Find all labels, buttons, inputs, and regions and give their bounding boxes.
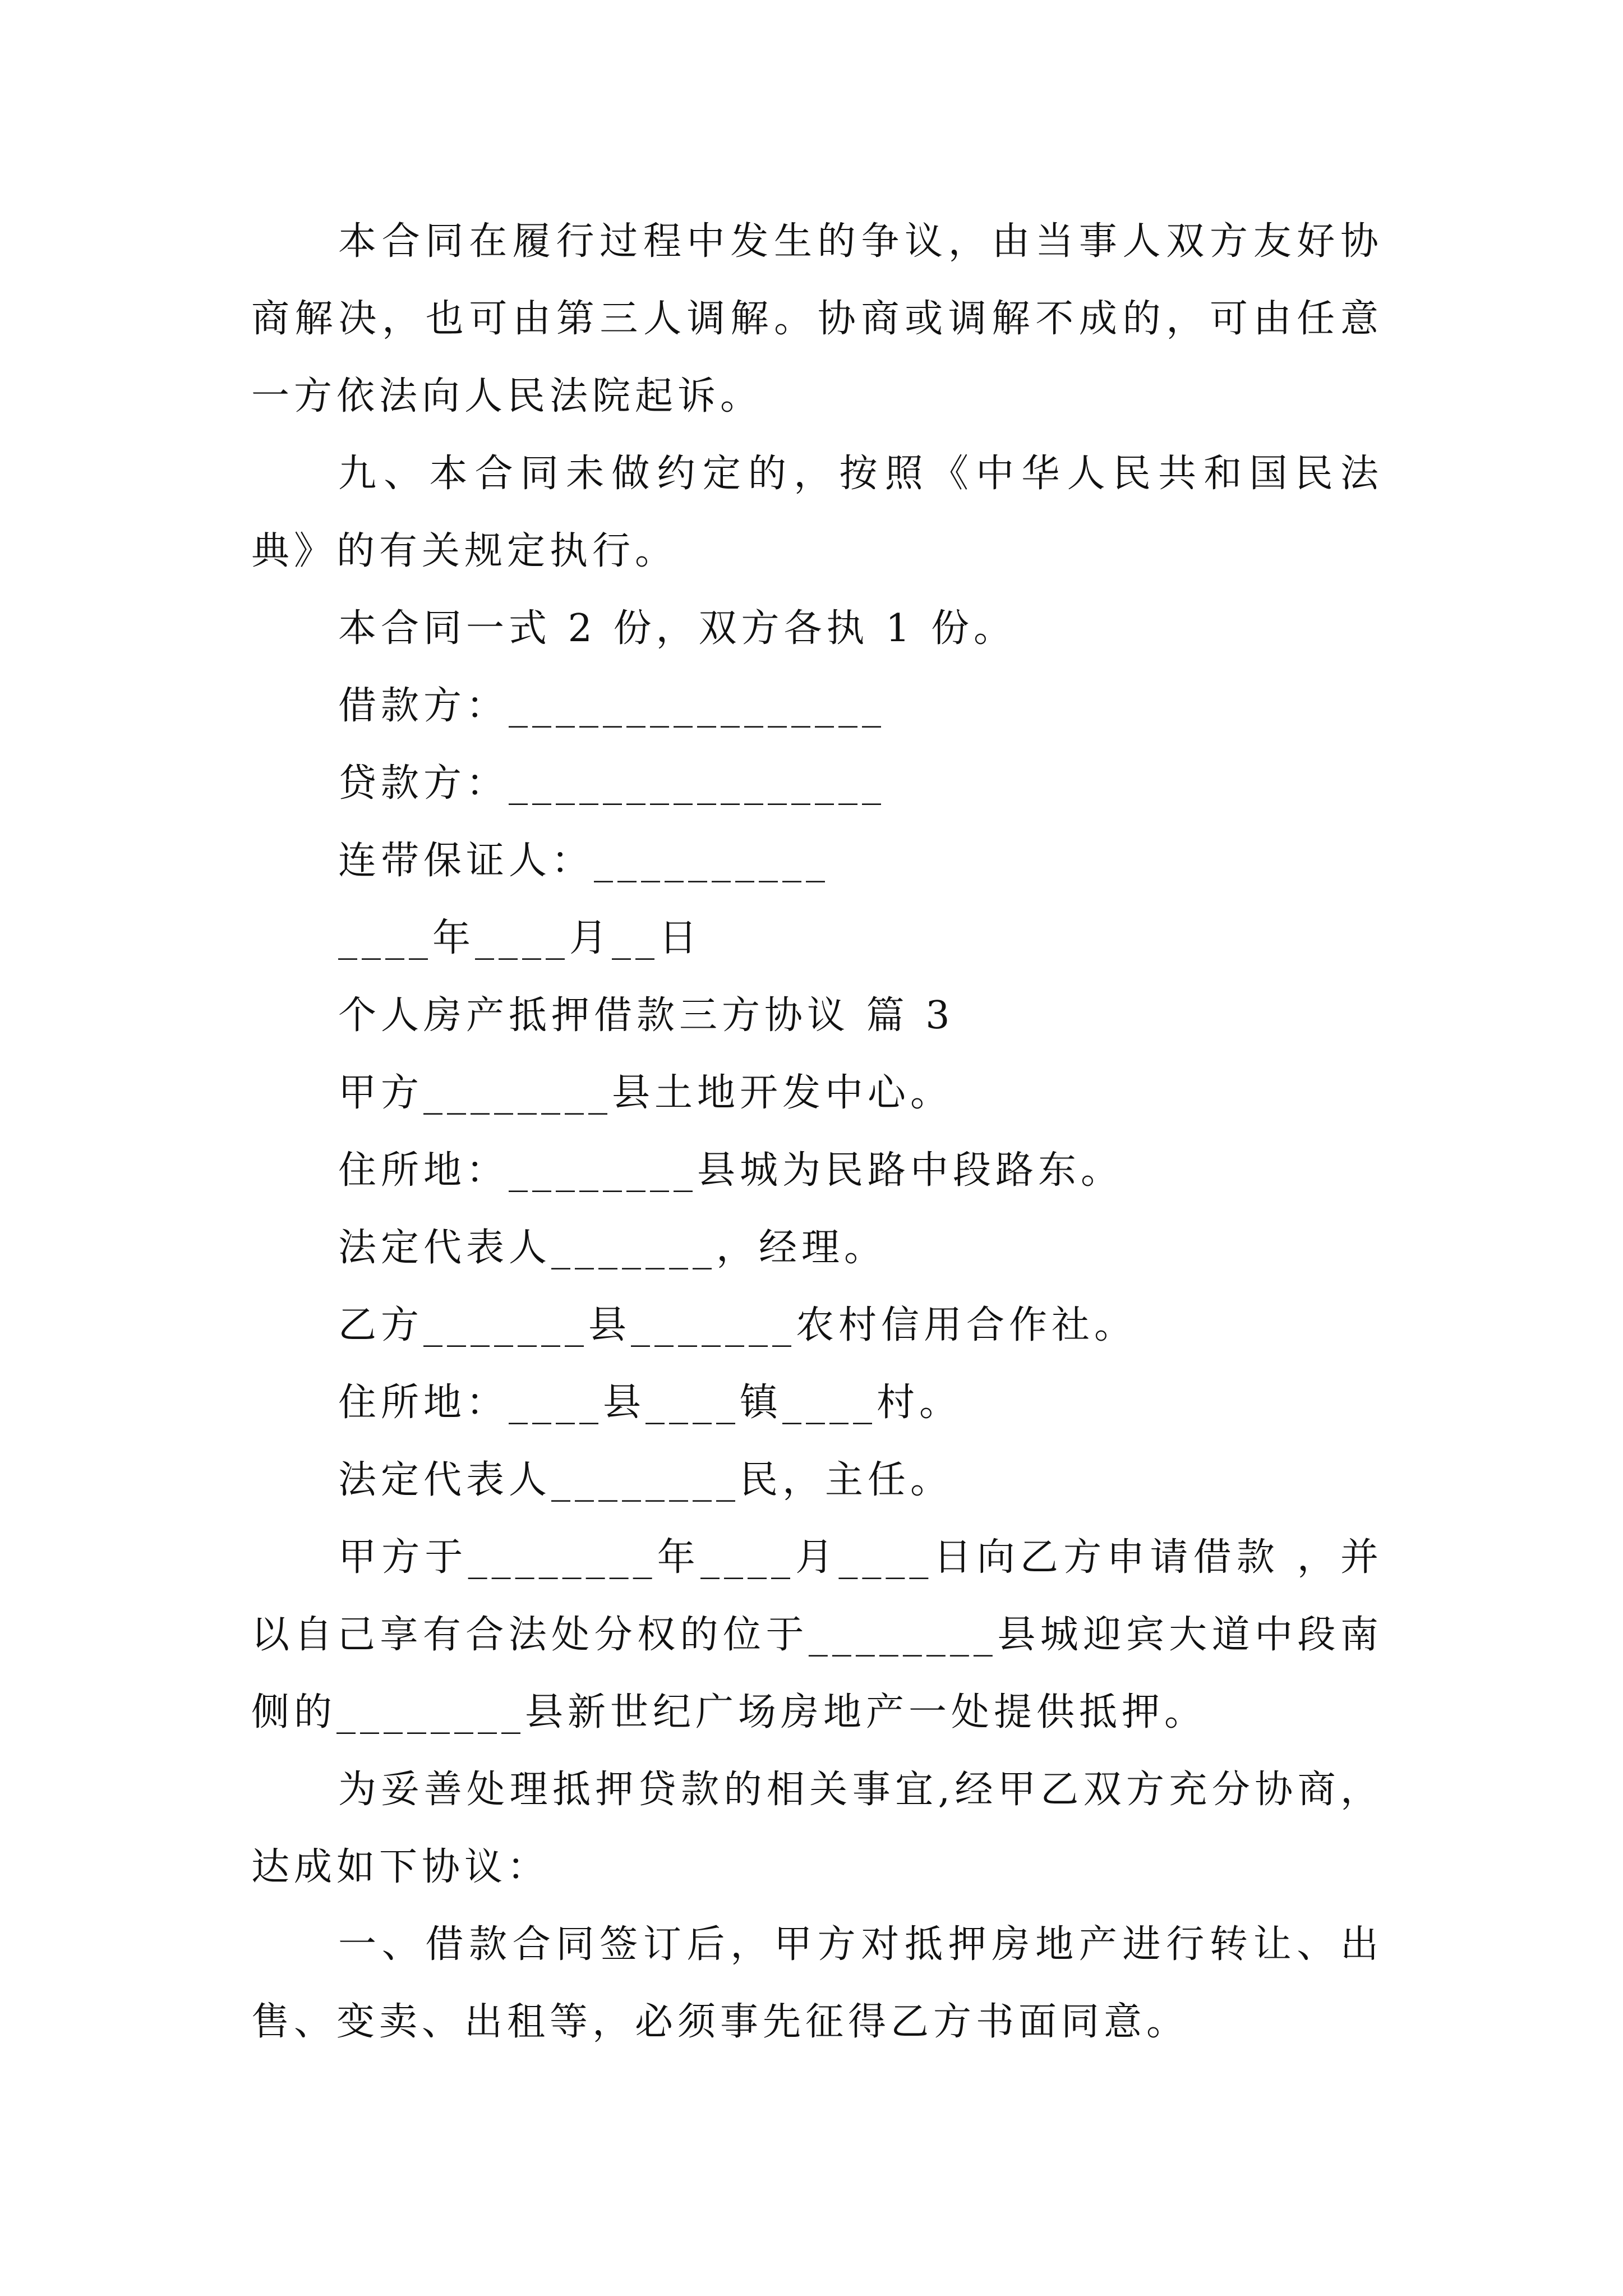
signature-date: ____年____月__日 [338,916,702,960]
paragraph-clause-nine: 九、本合同未做约定的，按照《中华人民共和国民法典》的有关规定执行。 [251,452,1383,573]
paragraph-loan-application: 甲方于________年____月____日向乙方申请借款 ，并以自己享有合法处分权的位于________县城迎宾大道中段南侧的________县新世纪广场房地产一处提供抵押。 [251,1535,1383,1734]
signature-guarantor: 连带保证人：__________ [338,839,830,883]
document-body [251,203,1383,2061]
signature-borrower: 借款方：________________ [338,684,886,728]
party-a-name: 甲方________县土地开发中心。 [338,1071,953,1115]
paragraph-copies: 本合同一式 2 份，双方各执 1 份。 [338,606,1016,651]
section-title: 个人房产抵押借款三方协议 篇 3 [338,993,955,1038]
party-b-address: 住所地：____县____镇____村。 [338,1381,962,1425]
party-b-name: 乙方_______县_______农村信用合作社。 [338,1303,1137,1347]
party-b-representative: 法定代表人________民，主任。 [338,1458,953,1502]
party-a-representative: 法定代表人_______，经理。 [338,1226,887,1270]
paragraph-dispute-resolution: 本合同在履行过程中发生的争议，由当事人双方友好协商解决，也可由第三人调解。协商或调解不成的，可由任意一方依法向人民法院起诉。 [251,219,1383,418]
paragraph-agreement-intro: 为妥善处理抵押贷款的相关事宜,经甲乙双方充分协商，达成如下协议： [251,1768,1383,1889]
paragraph-clause-one: 一、借款合同签订后，甲方对抵押房地产进行转让、出售、变卖、出租等，必须事先征得乙方书面同意。 [251,1922,1383,2044]
signature-lender: 贷款方：________________ [338,761,886,806]
party-a-address: 住所地：________县城为民路中段路东。 [338,1148,1124,1193]
